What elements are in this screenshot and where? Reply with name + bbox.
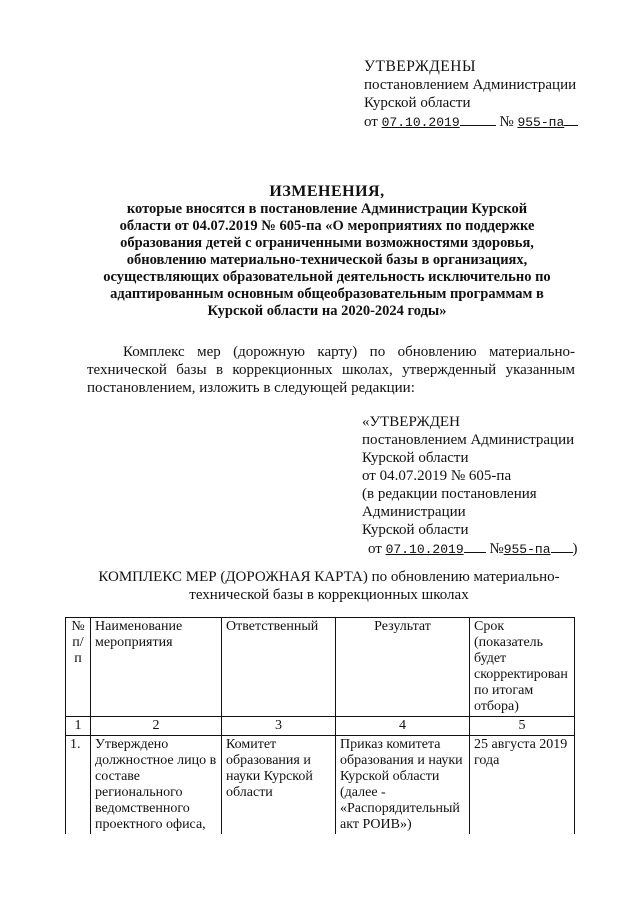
approval2-no-label: № [489,541,504,557]
row-result: Приказ комитета образования и науки Курской области (далее - «Распорядительный акт РОИВ») [336,736,470,835]
column-number-row [66,717,575,736]
approval2-from-label: от [368,541,382,557]
approval2-line-6: Курской области [362,522,469,538]
approval2-line-4: (в редакции постановления [362,486,537,502]
approval-from-label: от [364,114,378,130]
approval-date-line [364,112,614,132]
header-name: Наименование мероприятия [91,618,222,717]
changes-line: области от 04.07.2019 № 605-па «О мероприятиях по поддержке [119,218,535,234]
approval-stamp [364,58,614,132]
approval2-date: 07.10.2019 [385,542,464,557]
changes-line: которые вносятся в постановление Администрации Курской [126,201,528,217]
changes-line: обновлению материально-технической базы в организациях, [126,252,528,268]
approval2-line-5: Администрации [362,504,466,520]
underline-blank [551,539,573,553]
header-responsible: Ответственный [222,618,336,717]
row-name: Утверждено должностное лицо в составе регионального ведомственного проектного офиса, [91,736,222,835]
approval-stamp-2 [362,413,612,559]
header-result: Результат [336,618,470,717]
header-num: № п/п [66,618,91,717]
changes-line: осуществляющих образовательной деятельность исключительно по [103,269,551,285]
approval-number: 955-па [517,115,565,130]
complex-title-line-2: технической базы в коррекционных школах [189,587,469,603]
changes-line: Курской области на 2020-2024 годы» [207,303,447,319]
column-number: 2 [91,717,222,736]
changes-heading: ИЗМЕНЕНИЯ, [269,183,385,200]
header-deadline: Срок (показатель будет скорректирован по итогам отбора) [470,618,575,717]
changes-line: адаптированным основным общеобразовательным программам в [110,286,544,302]
underline-blank [564,112,578,126]
row-num: 1. [66,736,91,835]
column-number: 5 [470,717,575,736]
body-paragraph: Комплекс мер (дорожную карту) по обновлению материально-технической базы в коррекционных школах, утвержденный указанным постановлением, изложить в следующей редакции: [87,344,575,396]
complex-title-line-1: КОМПЛЕКС МЕР (ДОРОЖНАЯ КАРТА) по обновлению материально- [98,569,560,585]
row-deadline: 25 августа 2019 года [470,736,575,835]
measures-table [65,617,575,834]
row-responsible: Комитет образования и науки Курской области [222,736,336,835]
changes-title [98,183,556,320]
approval-line-1: постановлением Администрации [364,77,577,93]
approval-line-2: Курской области [364,95,471,111]
approval2-line-2: Курской области [362,450,469,466]
approval2-number: 955-па [503,542,551,557]
column-number: 4 [336,717,470,736]
table-row [66,736,575,835]
approval2-title: «УТВЕРЖДЕН [362,414,460,430]
underline-blank [464,539,486,553]
approval-title: УТВЕРЖДЕНЫ [364,58,476,75]
changes-line: образования детей с ограниченными возможностями здоровья, [120,235,534,251]
approval-date: 07.10.2019 [381,115,460,130]
table-header-row [66,618,575,717]
underline-blank [460,112,496,126]
approval2-line-3: от 04.07.2019 № 605-па [362,468,512,484]
approval2-line-1: постановлением Администрации [362,432,575,448]
column-number: 3 [222,717,336,736]
column-number: 1 [66,717,91,736]
approval2-date-line [362,539,612,559]
approval-no-label: № [499,114,514,130]
approval2-close: ) [572,541,578,557]
complex-title [83,568,575,604]
